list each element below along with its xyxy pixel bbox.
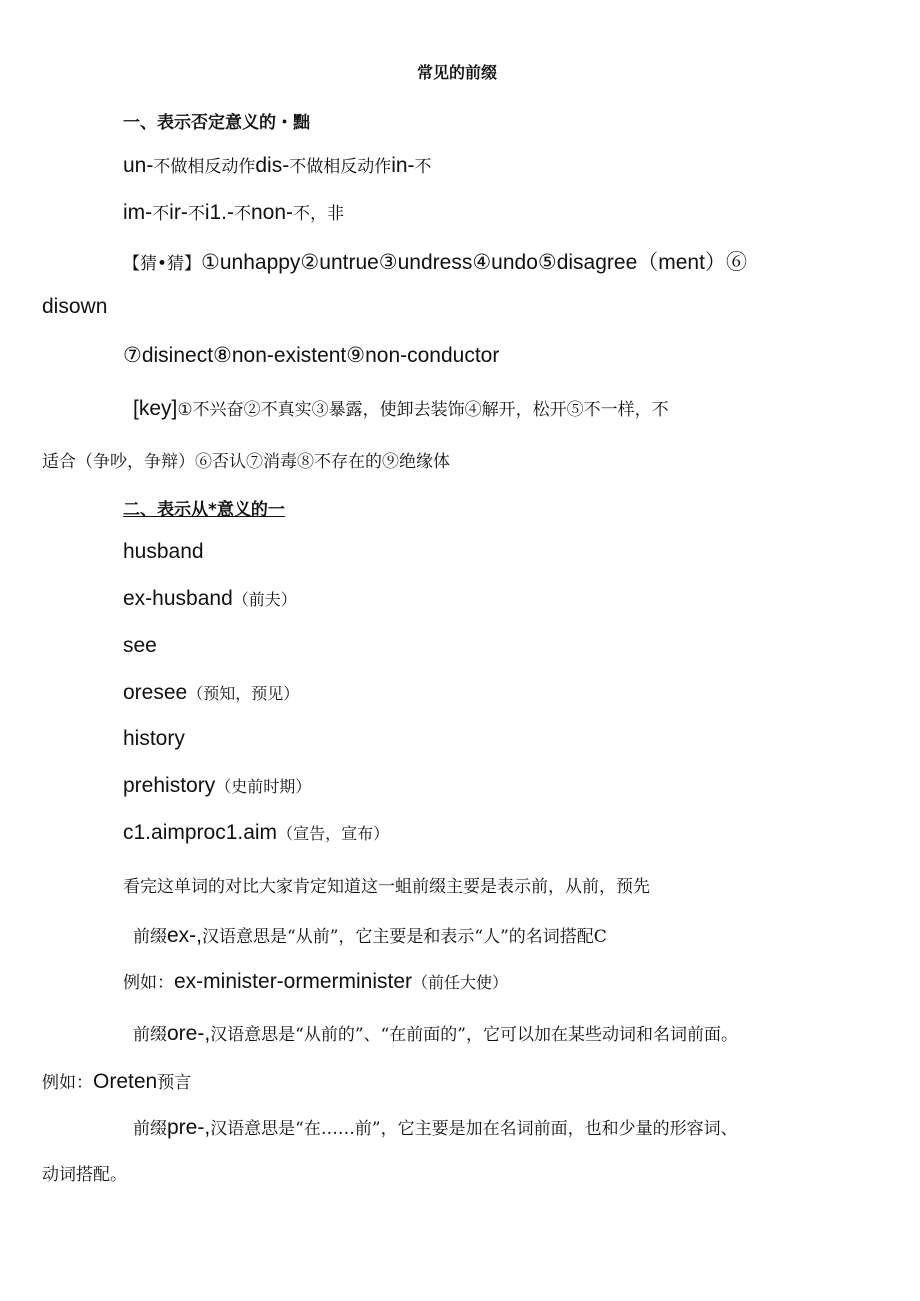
section1-heading: 一、表示否定意义的・黜: [123, 113, 310, 133]
pre-paragraph-line-2: 动词搭配。: [42, 1165, 127, 1185]
meaning-non: 不，非: [293, 204, 345, 224]
key-line-2: 适合（争吵，争辩）⑥否认⑦消毒⑧不存在的⑨绝缘体: [42, 452, 450, 472]
prefix-row-2: [123, 199, 344, 225]
ex-example-word: ex-minister-ormerminister: [174, 970, 413, 993]
word: c1.aimproc1.aim: [123, 821, 278, 844]
guess-line-1: [123, 246, 747, 276]
ore-prefix: ore-,: [167, 1022, 211, 1045]
prefix-non: non-: [251, 201, 294, 224]
word-item-7: [123, 821, 389, 845]
ex-example-gloss: （前任大使）: [412, 973, 509, 992]
word: ex-husband: [123, 587, 233, 610]
word-item-6: [123, 774, 311, 798]
prefix-dis: dis-: [255, 154, 290, 177]
guess-line-3: ⑦disinect⑧non-existent⑨non-conductor: [123, 344, 500, 367]
key-line-1: [133, 395, 669, 421]
pre-prefix: pre-,: [167, 1116, 211, 1139]
word: see: [123, 634, 157, 657]
guess-line-2: disown: [42, 295, 108, 318]
page-title: 常见的前缀: [417, 63, 498, 82]
word-gloss: （史前时期）: [215, 777, 312, 796]
prefix-row-1: [123, 152, 432, 178]
ore-meaning: 汉语意思是“从前的”、“在前面的”，它可以加在某些动词和名词前面。: [210, 1025, 738, 1045]
ore-prefix-label: 前缀: [133, 1025, 167, 1045]
key-answers-1: ①不兴奋②不真实③暴露，使卸去装饰④解开，松开⑤不一样，不: [177, 400, 669, 420]
guess-words-1: ①unhappy②untrue③undress④undo⑤disagree（ment）⑥: [201, 251, 747, 274]
word-item-2: [123, 587, 297, 611]
meaning-il: 不: [234, 204, 251, 224]
prefix-un: un-: [123, 154, 154, 177]
word-item-3: [123, 634, 157, 658]
ex-example: [123, 968, 508, 994]
ex-paragraph: [133, 922, 607, 948]
word: oresee: [123, 681, 188, 704]
section2-heading: 二、表示从*意义的一: [123, 500, 285, 520]
prefix-il: i1.-: [204, 201, 234, 224]
pre-meaning: 汉语意思是“在……前”，它主要是加在名词前面，也和少量的形容词、: [210, 1119, 738, 1139]
word-gloss: （预知，预见）: [187, 684, 300, 703]
ex-example-label: 例如：: [123, 973, 174, 993]
word-item-1: [123, 540, 204, 564]
word-item-4: [123, 681, 299, 705]
word: prehistory: [123, 774, 216, 797]
prefix-im: im-: [123, 201, 153, 224]
ex-meaning: 汉语意思是“从前”，它主要是和表示“人”的名词搭配C: [202, 927, 607, 947]
meaning-im: 不: [152, 204, 170, 224]
ore-example: [42, 1068, 191, 1094]
ex-prefix: ex-,: [167, 924, 203, 947]
meaning-in: 不: [414, 157, 432, 177]
ex-prefix-label: 前缀: [133, 927, 167, 947]
pre-paragraph: [133, 1114, 738, 1140]
ore-paragraph: [133, 1020, 738, 1046]
ore-example-gloss: 预言: [157, 1073, 192, 1093]
prefix-ir: ir-: [169, 201, 188, 224]
word-gloss: （前夫）: [232, 590, 297, 609]
word: history: [123, 727, 185, 750]
guess-label: 【猜•猜】: [123, 254, 202, 274]
key-label: [key]: [133, 397, 178, 420]
ore-example-label: 例如：: [42, 1073, 93, 1093]
word: husband: [123, 540, 204, 563]
meaning-ir: 不: [187, 204, 205, 224]
meaning-un: 不做相反动作: [153, 157, 256, 177]
prefix-in: in-: [391, 154, 415, 177]
meaning-dis: 不做相反动作: [289, 157, 392, 177]
ore-example-word: Oreten: [93, 1070, 158, 1093]
word-item-5: [123, 727, 185, 751]
pre-prefix-label: 前缀: [133, 1119, 167, 1139]
word-gloss: （宣告，宣布）: [277, 824, 390, 843]
summary-text: 看完这单词的对比大家肯定知道这一蛆前缀主要是表示前，从前，预先: [123, 877, 650, 897]
